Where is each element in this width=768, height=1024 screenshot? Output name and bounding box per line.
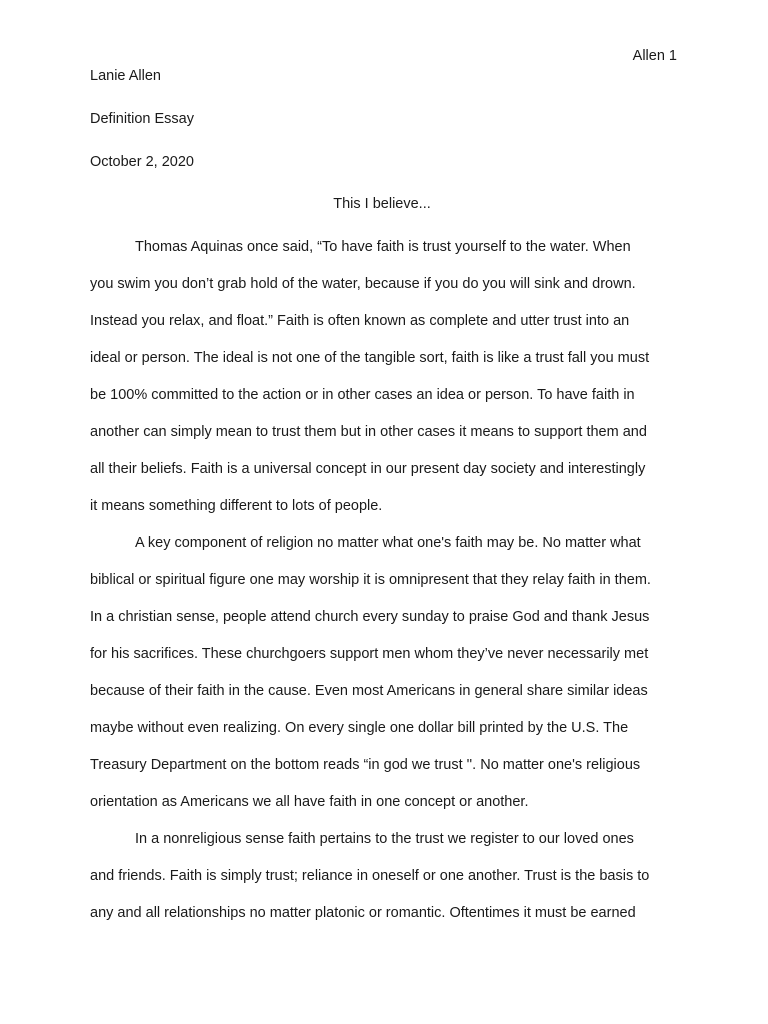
- body-line: In a nonreligious sense faith pertains to the trust we register to our loved ones: [135, 831, 634, 847]
- body-line: In a christian sense, people attend church every sunday to praise God and thank Jesus: [90, 609, 650, 625]
- body-line: be 100% committed to the action or in other cases an idea or person. To have faith in: [90, 387, 635, 403]
- body-line: Instead you relax, and float.” Faith is often known as complete and utter trust into an: [90, 313, 630, 329]
- body-line: another can simply mean to trust them but in other cases it means to support them and: [90, 424, 647, 440]
- body-line: A key component of religion no matter what one's faith may be. No matter what: [135, 535, 641, 551]
- body-line: because of their faith in the cause. Even most Americans in general share similar ideas: [90, 683, 648, 699]
- essay-date: October 2, 2020: [90, 154, 194, 170]
- body-line: maybe without even realizing. On every single one dollar bill printed by the U.S. The: [90, 720, 629, 736]
- body-line: all their beliefs. Faith is a universal concept in our present day society and interestingly: [90, 461, 646, 477]
- body-line: you swim you don’t grab hold of the water, because if you do you will sink and drown.: [90, 276, 636, 292]
- body-line: biblical or spiritual figure one may worship it is omnipresent that they relay faith in them.: [90, 572, 651, 588]
- body-line: it means something different to lots of people.: [90, 498, 383, 514]
- assignment-name: Definition Essay: [90, 111, 194, 127]
- body-line: Treasury Department on the bottom reads “in god we trust ''. No matter one's religious: [90, 757, 641, 773]
- body-line: any and all relationships no matter platonic or romantic. Oftentimes it must be earned: [90, 905, 636, 921]
- body-line: and friends. Faith is simply trust; reliance in oneself or one another. Trust is the basis to: [90, 868, 650, 884]
- page-header-label: Allen 1: [632, 48, 677, 64]
- author-name: Lanie Allen: [90, 68, 161, 84]
- body-line: Thomas Aquinas once said, “To have faith is trust yourself to the water. When: [135, 239, 631, 255]
- body-line: ideal or person. The ideal is not one of the tangible sort, faith is like a trust fall you must: [90, 350, 650, 366]
- body-line: orientation as Americans we all have faith in one concept or another.: [90, 794, 529, 810]
- essay-title: This I believe...: [333, 196, 431, 212]
- body-line: for his sacrifices. These churchgoers support men whom they’ve never necessarily met: [90, 646, 649, 662]
- essay-body: [90, 238, 680, 941]
